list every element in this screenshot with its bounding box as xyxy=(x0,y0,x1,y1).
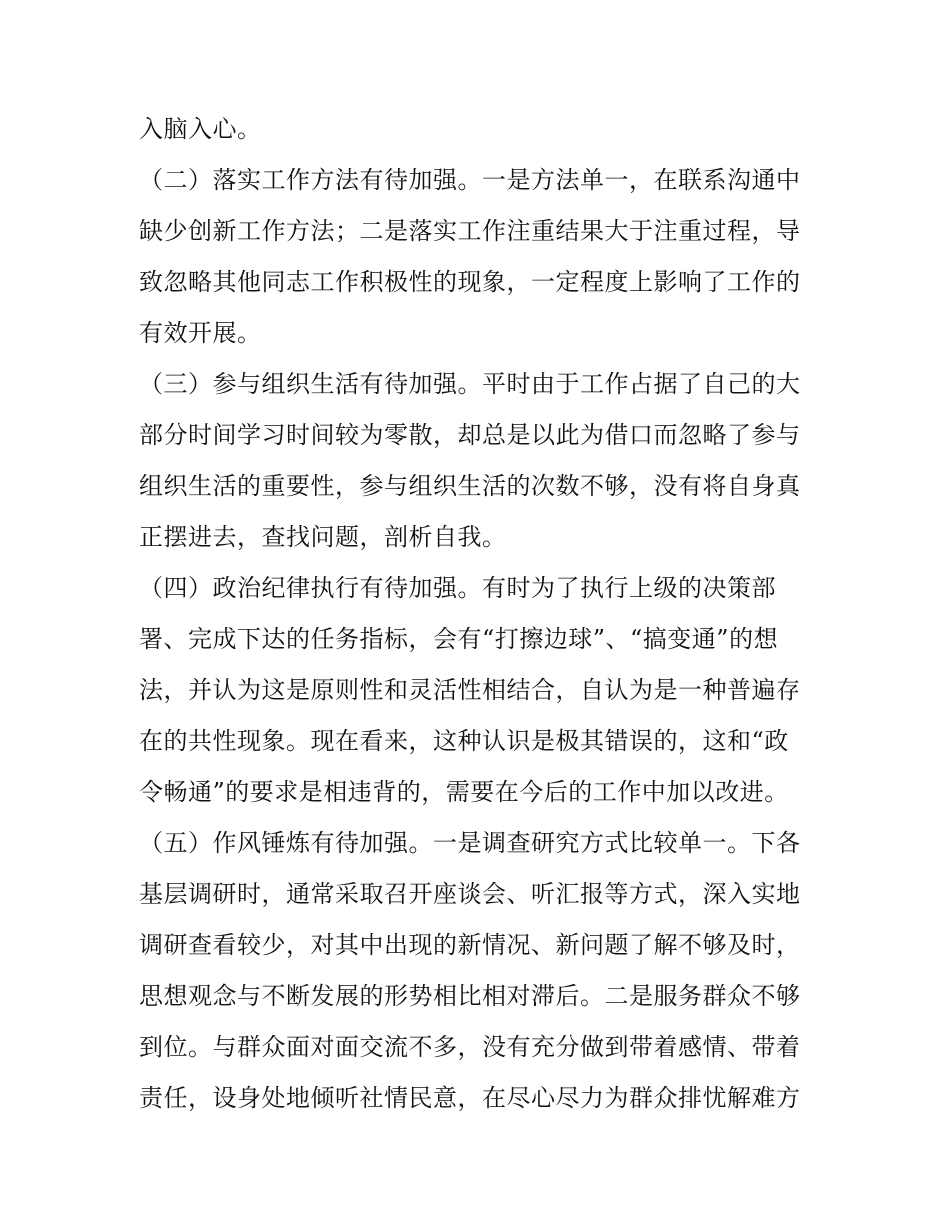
text-line: 有效开展。 xyxy=(139,319,262,347)
text-line: 在的共性现象。现在看来，这种认识是极其错误的，这和“政 xyxy=(139,727,789,755)
text-line: 入脑入心。 xyxy=(139,115,262,143)
text-line: （四）政治纪律执行有待加强。有时为了执行上级的决策部 xyxy=(139,574,776,602)
text-line: （三）参与组织生活有待加强。平时由于工作占据了自己的大 xyxy=(139,370,801,398)
text-line: 致忽略其他同志工作积极性的现象，一定程度上影响了工作的 xyxy=(139,268,801,296)
text-line: 法，并认为这是原则性和灵活性相结合，自认为是一种普遍存 xyxy=(139,676,801,704)
text-line: 署、完成下达的任务指标，会有“打擦边球”、“搞变通”的想 xyxy=(139,625,779,653)
text-line: （二）落实工作方法有待加强。一是方法单一，在联系沟通中 xyxy=(139,166,801,194)
text-line: 到位。与群众面对面交流不多，没有充分做到带着感情、带着 xyxy=(139,1033,801,1061)
text-line: 缺少创新工作方法；二是落实工作注重结果大于注重过程，导 xyxy=(139,217,801,245)
text-line: 思想观念与不断发展的形势相比相对滞后。二是服务群众不够 xyxy=(139,982,801,1010)
text-line: 责任，设身处地倾听社情民意，在尽心尽力为群众排忧解难方 xyxy=(139,1084,801,1112)
text-line: 正摆进去，查找问题，剖析自我。 xyxy=(139,523,507,551)
text-line: 基层调研时，通常采取召开座谈会、听汇报等方式，深入实地 xyxy=(139,880,801,908)
text-line: （五）作风锤炼有待加强。一是调查研究方式比较单一。下各 xyxy=(139,829,801,857)
text-line: 组织生活的重要性，参与组织生活的次数不够，没有将自身真 xyxy=(139,472,801,500)
text-line: 部分时间学习时间较为零散，却总是以此为借口而忽略了参与 xyxy=(139,421,801,449)
text-line: 调研查看较少，对其中出现的新情况、新问题了解不够及时， xyxy=(139,931,801,959)
text-line: 令畅通”的要求是相违背的，需要在今后的工作中加以改进。 xyxy=(139,778,789,806)
body-text xyxy=(139,104,819,1124)
